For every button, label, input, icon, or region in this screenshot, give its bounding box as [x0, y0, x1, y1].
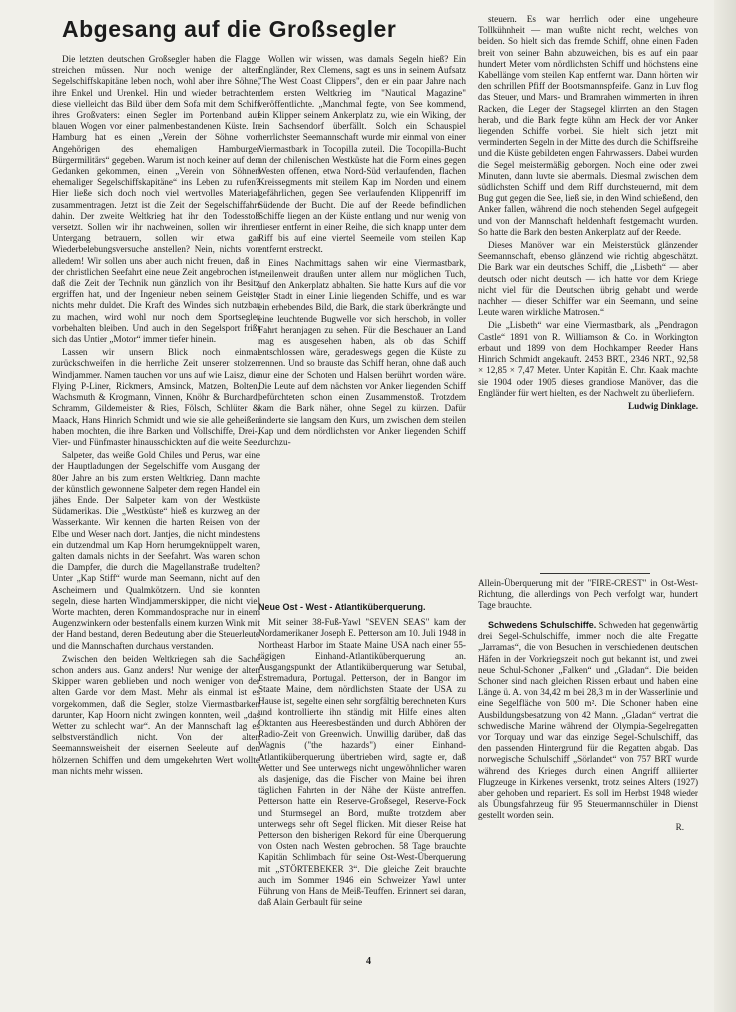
paragraph: Die letzten deutschen Großsegler haben die Flagge streichen müssen. Nur noch wenige der alten Segelschiffskapitäne leben noch, wohl aber ihre Söhne, ihre Enkel und Urenkel. Hin und wieder betrachten diese vielleicht das Bild über dem Sofa mit dem Schiff ihres Großvaters: einen Segler im Portenband auf blauen Wogen vor einer palmenbestandenen Küste. In Hamburg hat es einen „Verein der Söhne von Angehörigen des ehemaligen Hamburger Bürgermilitärs“ gegeben. Warum ist noch keiner auf den Gedanken gekommen, einen „Verein von Söhnen ehemaliger Segelschiffskapitäne“ ins Leben zu rufen? Hier ließe sich doch noch viel wertvolles Material zusammentragen. Jetzt ist die Zeit der Segelschiffahrt dahin. Der zweite Weltkrieg hat ihr den Todesstoß versetzt. Sollen wir ihr nachweinen, sollen wir ihren Untergang betrauern, sollen wir etwa gar Wiederbelebungsversuche anstellen? Nein, nichts von alledem! Wir sollen uns aber auch nicht freuen, daß in der christlichen Seefahrt eine neue Zeit angebrochen ist, daß die Zeit der Technik nun gänzlich von ihr Besitz ergriffen hat, und der Ingenieur neben seinem Geiste nichts mehr duldet. Die Kraft des Windes sich nutzbar zu machen, wird wohl nur noch dem Sportsegler vorbehalten bleiben. Und auch in den Segelsport frißt sich das Untier „Motor“ immer tiefer hinein. [52, 54, 260, 345]
page-number: 4 [366, 956, 371, 967]
article-column-2 [258, 54, 466, 554]
article-title: Abgesang auf die Großsegler [62, 16, 397, 42]
page-edge [714, 0, 736, 1012]
firecrest-continuation [478, 578, 698, 614]
swedish-training-ships-note [478, 620, 698, 950]
atlantic-heading: Neue Ost - West - Atlantiküberquerung. [258, 602, 426, 612]
author-signature: Ludwig Dinklage. [628, 400, 698, 411]
paragraph: Die „Lisbeth“ war eine Viermastbark, als „Pendragon Castle“ 1891 von R. Williamson & Co. in Workington erbaut und 1899 von dem Hochkamper Reeder Hans Hinrich Schmidt angekauft. 2453 BRT., 2346 NRT., 92,58 × 12,85 × 7,47 Meter. Unter Kapitän E. Chr. Kaak machte sie 1904 oder 1905 dieses grandiose Manöver, das die Engländer für wert hielten, es der Nachwelt zu überliefern. [478, 320, 698, 398]
article-column-1 [52, 54, 260, 779]
paragraph: Wollen wir wissen, was damals Segeln hieß? Ein Engländer, Rex Clemens, sagt es uns in seinem Aufsatz "The West Coast Clippers", den er ein paar Jahre nach dem ersten Weltkrieg im "Nautical Magazine" veröffentlichte. „Manchmal fegte, von See kommend, ein Klipper seinem Ankerplatz zu, wie ein Wiking, der ein Sachsendorf überfällt. Solch ein Schauspiel herrlichster Seemannschaft wurde mir einmal von einer Viermastbark in Tocopilla zuteil. Die Tocopilla-Bucht an der chilenischen Westküste hat die Form eines gegen Westen offenen, etwa Nord-Süd verlaufenden, flachen Kreissegments mit steilem Kap im Norden und einem gefährlichen, gegen See verlaufenden Klippenriff im Südende der Bucht. Die auf der Reede befindlichen Schiffe liegen an der Küste entlang und nur wenig von dieser entfernt in einer Reihe, die sich knapp unter dem Riff bis auf eine viertel Seemeile vom steilen Kap entfernt erstreckt. [258, 54, 466, 255]
firecrest-text: Allein-Überquerung mit der "FIRE-CREST" in Ost-West-Richtung, die allerdings von Pech verfolgt war, hundert Tage brauchte. [478, 578, 698, 611]
sweden-heading: Schwedens Schulschiffe. [488, 620, 597, 630]
sweden-author-initial: R. [675, 821, 684, 832]
column-divider [540, 573, 650, 574]
paragraph: Dieses Manöver war ein Meisterstück glänzender Seemannschaft, ebenso glänzend wie richtig abgeschätzt. Die Bark war ein deutsches Schiff, die „Lisbeth“ — aber deutsch oder nicht deutsch — ich hatte vor dem Kriege nicht viel für die Deutschen übrig gehabt und werde nachher — dieser Schiffer war ein Seemann, und seine Leute waren wirkliche Matrosen.“ [478, 240, 698, 318]
paragraph: steuern. Es war herrlich oder eine ungeheure Tollkühnheit — man wußte nicht recht, welches von beiden. So hielt sich das fremde Schiff, ohne einen Faden breit von seiner Bahn abzuweichen, bis es auf ein paar hundert Meter vom nördlichsten Schiff und höchstens eine Kabellänge vom steilen Kap entfernt war. Dann hörten wir den schrillen Pfiff der Bootsmannspfeife. Ganz in Luv flog das Steuer, und Mars- und Bramrahen wimmerten in ihren Racken, die Leger der Stagsegel klirrten an den Stagen herab, und die Bark fegte kühn am Heck der vor Anker liegenden Schiffe vorbei. Sie hielt sich jetzt mit verminderten Segeln in der Mitte des durch die Schiffsreihe und die Küste gebildeten engen Fahrwassers. Dabei wurden die Segel meistermäßig geborgen. Noch eine oder zwei Minuten, dann luvte sie abermals. Diesmal zwischen dem südlichsten Schiff und dem Riff durchsteuernd, mit dem Bug gut gegen die See, ließ sie, in den Wind schießend, den Anker fallen, während die noch stehenden Segel aufgegeit und von der Mannschaft heldenhaft festgemacht wurden. So hatte die Bark den besten Ankerplatz auf der Reede. [478, 14, 698, 237]
sweden-body [478, 620, 698, 822]
paragraph: Lassen wir unsern Blick noch einmal zurückschweifen in die herrliche Zeit unserer stolzen Windjammer. Namen tauchen vor uns auf wie Laisz, die Flying P-Liner, Rickmers, Amsinck, Matzen, Bolten, Wachsmuth & Krogmann, Vinnen, Knöhr & Burchard, Schramm, Gildemeister & Ries, Fölsch, Schlüter & Maack, Hans Hinrich Schmidt und wie sie alle geheißen haben mochten, die ihre Barken und Vollschiffe, Drei-, Vier- und Fünfmaster hinausschickten auf die weite See. [52, 347, 260, 447]
paragraph: Zwischen den beiden Weltkriegen sah die Sache schon anders aus. Ganz anders! Nur wenige der alten Skipper waren geblieben und noch weniger von der alten Garde vor dem Mast. Mehr als einmal ist es vorgekommen, daß die Segler, stolze Viermastbarken darunter, Kap Hoorn nicht zwingen konnten, weil „das Wetter zu schlecht war“. An der Mannschaft lag es selbstverständlich nicht. Von der alten Seemannsweisheit der eisernen Seeleute auf den hölzernen Schiffen und dem umgekehrten Wert wollte man nichts mehr wissen. [52, 653, 260, 776]
paragraph: Eines Nachmittags sahen wir eine Viermastbark, meilenweit draußen unter allem nur möglichen Tuch, auf den Ankerplatz abhalten. Sie hatte Kurs auf die vor der Stadt in einer Linie liegenden Schiffe, und es war ein erhebendes Bild, die Bark, die stark überkrängte und eine leuchtende Bugwelle vor sich herschob, in voller Fahrt heranjagen zu sehen. Für die Beschauer an Land mag es ausgesehen haben, als ob das Schiff entschlossen wäre, geradeswegs gegen die Küste zu rennen. Und so brauste das Schiff heran, ohne daß auch nur eine der Schoten und Halsen berührt worden wäre. Die Leute auf dem nächsten vor Anker liegenden Schiff befürchteten schon einen Zusammenstoß. Trotzdem kam die Bark näher, ohne Segel zu kürzen. Dafür änderte sie langsam den Kurs, um zwischen dem steilen Kap und dem nördlichsten vor Anker liegenden Schiff durchzu- [258, 257, 466, 447]
sweden-text: Schweden hat gegenwärtig drei Segel-Schulschiffe, immer noch die alte Fregatte „Jarramas“, die von Besuchen in verschiedenen deutschen Häfen in der Vorkriegszeit noch gut bekannt ist, und zwei neue Schul-Schoner „Falken“ und „Gladan“. Die beiden Schoner sind nach gleichen Rissen erbaut und haben eine Länge ü. A. von 34,42 m bei 28,3 m in der Wasserlinie und eine Segelfläche von 500 m². Die Schoner haben eine Ausbildungsbesatzung von 42 Mann. „Gladan“ vertrat die schwedische Marine während der Olympia-Segelregatten vor Torquay und war das einzige Segel-Schulschiff, das den passenden Hintergrund für die Regatten abgab. Das norwegische Schulschiff „Sörlandet“ von 757 BRT wurde während des Krieges durch einen Angriff alliierter Flugzeuge in Kirkenes versenkt, trotz seines Alters (1927) aber gehoben und repariert. Es soll im Herbst 1948 wieder als Übungsfahrzeug für 95 Steuermannschüler in Dienst gestellt worden sein. [478, 620, 698, 821]
atlantic-crossing-note [258, 602, 466, 947]
article-column-3 [478, 14, 698, 569]
atlantic-body: Mit seiner 38-Fuß-Yawl "SEVEN SEAS" kam der Nordamerikaner Joseph E. Petterson am 10. Juli 1948 in Northeast Harbor im Staate Maine USA nach einer 55-tägigen Einhand-Atlantiküberquerung an. Ausgangspunkt der Atlantiküberquerung war Setubal, Estremadura, Portugal. Petterson, der in Bangor im Staate Maine, dem nördlichsten Staate der USA zu Hause ist, segelte einen sehr sorgfältig berechneten Kurs und kontrollierte ihn ständig mit Hilfe eines alten Oktanten aus Heeresbeständen und durch Abhören der Radio-Zeit von Greenwich. Unwillig darüber, daß das Wagnis ("the hazards") einer Einhand-Atlantiküberquerung übertrieben wird, sagte er, daß Wetter und See unterwegs nicht ungewöhnlicher waren als dasjenige, das die Fischer von Maine bei ihren täglichen Fahrten in der Nähe der Küste antreffen. Petterson hatte ein Reserve-Großsegel, Reserve-Fock und Sturmsegel an Bord, mußte trotzdem aber unterwegs sehr oft Segel flicken. Mit dieser Reise hat Petterson den bisherigen Rekord für eine Überquerung von Osten nach Westen gebrochen. 58 Tage brauchte Kapitän Schlimbach für seine Ost-West-Überquerung mit „STÖRTEBEKER 3“. Die gleiche Zeit brauchte auch im Sommer 1946 ein Schweizer Yawl unter Führung von Hans de Meiß-Teuffen. Erinnert sei daran, daß Alain Gerbault für seine [258, 617, 466, 908]
paragraph: Salpeter, das weiße Gold Chiles und Perus, war eine der Hauptladungen der Segelschiffe vom Ausgang der 80er Jahre an bis zum ersten Weltkrieg. Dann machte der künstlich gewonnene Salpeter dem regen Handel ein jähes Ende. Der Salpeter kam von der Westküste Südamerikas. Die „Westküste“ hieß es kurzweg an der Wasserkante. Wir kennen die harten Reisen von der Elbe und Weser nach dort. Jantjes, die nicht mindestens ein dutzendmal um Kap Horn herumgeknüppelt waren, galten damals nichts in der Seefahrt. Was waren schon die Dampfer, die durch die Magellanstraße trudelten? Unter „Kap Stiff“ wurde man Seemann, nicht auf den Ascheimern und Qualmkötzern. Und sie konnten segeln, diese harten Windjammerskipper, die nicht viel Worte machten, deren Kommandosprache nur in einem Augenzwinkern oder bestenfalls einem kurzen Wink mit der Hand bestand, deren Bedeutung aber die Steuerleute und die Mannschaften durchaus verstanden. [52, 450, 260, 651]
